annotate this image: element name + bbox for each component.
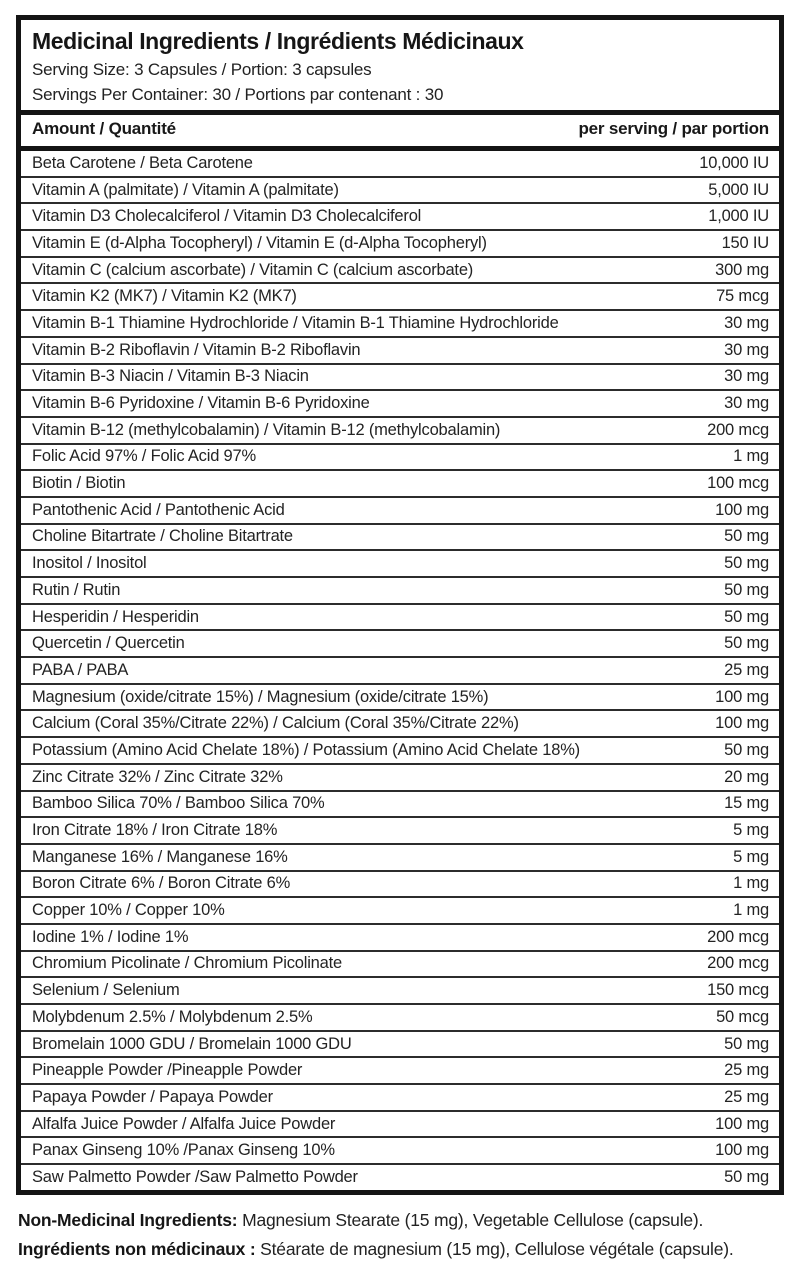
supplement-facts-panel <box>16 15 784 1195</box>
ingredient-name: Rutin / Rutin <box>32 580 121 599</box>
ingredient-amount: 25 mg <box>724 660 769 679</box>
table-row <box>21 923 779 950</box>
ingredient-amount: 30 mg <box>724 367 769 386</box>
ingredient-amount: 1 mg <box>733 874 769 893</box>
ingredient-name: Saw Palmetto Powder /Saw Palmetto Powder <box>32 1167 358 1186</box>
ingredient-name: Iron Citrate 18% / Iron Citrate 18% <box>32 821 278 840</box>
table-row <box>21 1083 779 1110</box>
ingredient-name: Iodine 1% / Iodine 1% <box>32 927 189 946</box>
ingredient-amount: 15 mg <box>724 794 769 813</box>
table-row <box>21 656 779 683</box>
ingredient-amount: 1 mg <box>733 901 769 920</box>
ingredient-amount: 20 mg <box>724 767 769 786</box>
ingredient-amount: 200 mcg <box>707 954 769 973</box>
ingredient-amount: 50 mcg <box>716 1007 769 1026</box>
non-medicinal-ingredients-line <box>18 1206 778 1235</box>
ingredient-name: Chromium Picolinate / Chromium Picolinate <box>32 954 342 973</box>
panel-header <box>21 20 779 107</box>
ingredient-amount: 100 mg <box>715 1141 769 1160</box>
table-row <box>21 202 779 229</box>
table-row <box>21 363 779 390</box>
table-row <box>21 176 779 203</box>
ingredient-amount: 50 mg <box>724 607 769 626</box>
table-row <box>21 389 779 416</box>
ingredient-name: Vitamin B-3 Niacin / Vitamin B-3 Niacin <box>32 367 309 386</box>
ingredient-amount: 50 mg <box>724 527 769 546</box>
table-row <box>21 151 779 176</box>
ingredient-name: Vitamin E (d-Alpha Tocopheryl) / Vitamin E (d-Alpha Tocopheryl) <box>32 233 487 252</box>
ingredient-name: Panax Ginseng 10% /Panax Ginseng 10% <box>32 1141 335 1160</box>
table-row <box>21 1056 779 1083</box>
table-row <box>21 549 779 576</box>
ingredient-name: Copper 10% / Copper 10% <box>32 901 225 920</box>
ingredient-amount: 50 mg <box>724 740 769 759</box>
table-row <box>21 469 779 496</box>
ingredient-name: Vitamin A (palmitate) / Vitamin A (palmitate) <box>32 180 339 199</box>
ingredient-amount: 50 mg <box>724 1034 769 1053</box>
table-row <box>21 1163 779 1190</box>
table-row <box>21 629 779 656</box>
ingredient-name: Vitamin D3 Cholecalciferol / Vitamin D3 Cholecalciferol <box>32 207 422 226</box>
column-header-per-serving: per serving / par portion <box>578 119 769 138</box>
ingredient-amount: 300 mg <box>715 260 769 279</box>
table-row <box>21 736 779 763</box>
table-row <box>21 336 779 363</box>
table-row <box>21 416 779 443</box>
ingredient-name: Vitamin B-1 Thiamine Hydrochloride / Vitamin B-1 Thiamine Hydrochloride <box>32 313 559 332</box>
table-row <box>21 603 779 630</box>
ingredient-name: Alfalfa Juice Powder / Alfalfa Juice Powder <box>32 1114 336 1133</box>
ingredient-name: Boron Citrate 6% / Boron Citrate 6% <box>32 874 291 893</box>
ingredient-name: Molybdenum 2.5% / Molybdenum 2.5% <box>32 1007 313 1026</box>
ingredient-amount: 5,000 IU <box>708 180 769 199</box>
ingredient-name: Bromelain 1000 GDU / Bromelain 1000 GDU <box>32 1034 352 1053</box>
table-row <box>21 709 779 736</box>
ingredient-amount: 100 mg <box>715 500 769 519</box>
ingredient-amount: 50 mg <box>724 580 769 599</box>
ingredient-name: Vitamin K2 (MK7) / Vitamin K2 (MK7) <box>32 287 297 306</box>
ingredient-name: Beta Carotene / Beta Carotene <box>32 153 253 172</box>
ingredient-rows <box>21 151 779 1190</box>
ingredient-amount: 1 mg <box>733 447 769 466</box>
ingredient-name: Zinc Citrate 32% / Zinc Citrate 32% <box>32 767 283 786</box>
ingredient-name: Inositol / Inositol <box>32 554 147 573</box>
non-medicinal-text: Magnesium Stearate (15 mg), Vegetable Cellulose (capsule). <box>237 1210 704 1230</box>
non-medicinal-label-fr: Ingrédients non médicinaux : <box>18 1239 256 1259</box>
ingredient-name: Calcium (Coral 35%/Citrate 22%) / Calcium (Coral 35%/Citrate 22%) <box>32 714 519 733</box>
ingredient-amount: 75 mcg <box>716 287 769 306</box>
ingredient-name: Bamboo Silica 70% / Bamboo Silica 70% <box>32 794 325 813</box>
ingredient-amount: 5 mg <box>733 847 769 866</box>
ingredient-amount: 150 mcg <box>707 981 769 1000</box>
table-row <box>21 683 779 710</box>
table-row <box>21 443 779 470</box>
ingredient-amount: 1,000 IU <box>708 207 769 226</box>
ingredient-amount: 50 mg <box>724 1167 769 1186</box>
ingredient-name: PABA / PABA <box>32 660 129 679</box>
table-row <box>21 256 779 283</box>
ingredient-name: Papaya Powder / Papaya Powder <box>32 1087 273 1106</box>
panel-title: Medicinal Ingredients / Ingrédients Médicinaux <box>32 28 524 54</box>
ingredient-amount: 100 mg <box>715 714 769 733</box>
ingredient-name: Quercetin / Quercetin <box>32 634 185 653</box>
servings-per-container-line: Servings Per Container: 30 / Portions par contenant : 30 <box>32 85 444 104</box>
ingredient-amount: 25 mg <box>724 1087 769 1106</box>
table-row <box>21 950 779 977</box>
ingredient-amount: 50 mg <box>724 554 769 573</box>
ingredient-name: Pineapple Powder /Pineapple Powder <box>32 1061 303 1080</box>
table-row <box>21 843 779 870</box>
ingredient-name: Vitamin C (calcium ascorbate) / Vitamin C (calcium ascorbate) <box>32 260 474 279</box>
ingredient-name: Hesperidin / Hesperidin <box>32 607 199 626</box>
ingredient-amount: 150 IU <box>721 233 769 252</box>
ingredient-amount: 25 mg <box>724 1061 769 1080</box>
table-row <box>21 576 779 603</box>
table-row <box>21 523 779 550</box>
ingredient-name: Vitamin B-2 Riboflavin / Vitamin B-2 Riboflavin <box>32 340 361 359</box>
table-row <box>21 870 779 897</box>
ingredient-amount: 200 mcg <box>707 927 769 946</box>
ingredient-name: Folic Acid 97% / Folic Acid 97% <box>32 447 256 466</box>
column-header-row <box>21 115 779 143</box>
ingredient-name: Vitamin B-12 (methylcobalamin) / Vitamin B-12 (methylcobalamin) <box>32 420 501 439</box>
ingredient-name: Potassium (Amino Acid Chelate 18%) / Potassium (Amino Acid Chelate 18%) <box>32 740 580 759</box>
table-row <box>21 1003 779 1030</box>
serving-size-line: Serving Size: 3 Capsules / Portion: 3 capsules <box>32 60 372 79</box>
ingredient-name: Choline Bitartrate / Choline Bitartrate <box>32 527 293 546</box>
ingredient-amount: 100 mg <box>715 687 769 706</box>
table-row <box>21 896 779 923</box>
footnotes-block <box>18 1206 778 1263</box>
non-medicinal-label: Non-Medicinal Ingredients: <box>18 1210 238 1230</box>
ingredient-name: Vitamin B-6 Pyridoxine / Vitamin B-6 Pyridoxine <box>32 394 370 413</box>
table-row <box>21 816 779 843</box>
table-row <box>21 282 779 309</box>
ingredient-name: Manganese 16% / Manganese 16% <box>32 847 288 866</box>
table-row <box>21 790 779 817</box>
table-row <box>21 229 779 256</box>
column-header-amount: Amount / Quantité <box>32 119 176 138</box>
ingredient-amount: 100 mcg <box>707 474 769 493</box>
ingredient-amount: 100 mg <box>715 1114 769 1133</box>
ingredient-amount: 50 mg <box>724 634 769 653</box>
ingredient-name: Biotin / Biotin <box>32 474 126 493</box>
non-medicinal-text-fr: Stéarate de magnesium (15 mg), Cellulose végétale (capsule). <box>255 1239 734 1259</box>
ingredient-amount: 200 mcg <box>707 420 769 439</box>
ingredient-name: Magnesium (oxide/citrate 15%) / Magnesium (oxide/citrate 15%) <box>32 687 489 706</box>
ingredient-amount: 5 mg <box>733 821 769 840</box>
ingredient-amount: 30 mg <box>724 313 769 332</box>
table-row <box>21 1136 779 1163</box>
ingredient-name: Selenium / Selenium <box>32 981 180 1000</box>
table-row <box>21 1110 779 1137</box>
table-row <box>21 976 779 1003</box>
table-row <box>21 1030 779 1057</box>
ingredient-name: Pantothenic Acid / Pantothenic Acid <box>32 500 285 519</box>
non-medicinal-ingredients-line-fr <box>18 1235 778 1263</box>
table-row <box>21 496 779 523</box>
ingredient-amount: 30 mg <box>724 340 769 359</box>
ingredient-amount: 30 mg <box>724 394 769 413</box>
ingredient-amount: 10,000 IU <box>699 153 769 172</box>
table-row <box>21 763 779 790</box>
table-row <box>21 309 779 336</box>
